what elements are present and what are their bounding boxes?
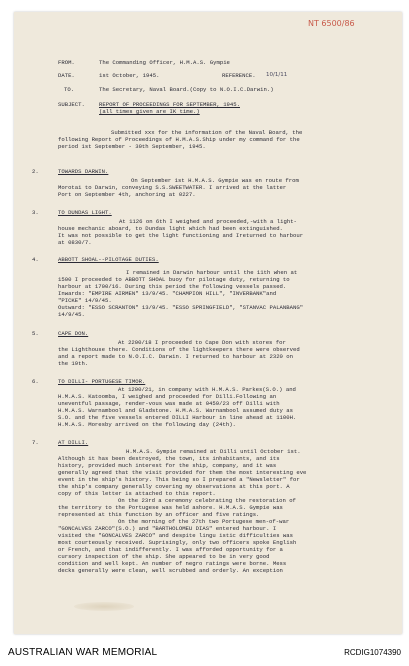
- section-title: TOWARDS DARWIN.: [58, 168, 109, 175]
- to-value: The Secretary, Naval Board.(Copy to N.O.I.C.Darwin.): [99, 86, 274, 93]
- from-value: The Commanding Officer, H.M.A.S. Gympie: [99, 59, 230, 66]
- section-line: "PICKE" 14/9/45.: [58, 297, 112, 304]
- section-line: represented at this function by an officer and five ratings.: [58, 511, 260, 518]
- section-line: or French, and that indifferently. I was afforded opportunity for a: [58, 546, 283, 553]
- section-line: It was not possible to get the light functioning and Ireturned to harbour: [58, 232, 304, 239]
- section-line: S.O. and the five vessels entered DILLI Harbour in line ahead at 1100H.: [58, 414, 297, 421]
- reference-value: 10/1/11: [266, 72, 288, 78]
- section-title: TO DUNDAS LIGHT.: [58, 209, 112, 216]
- archive-name: AUSTRALIAN WAR MEMORIAL: [8, 647, 158, 658]
- section-line: Although it has been destroyed, the town, its inhabitants, and its: [58, 455, 280, 462]
- section-line: On September 1st H.M.A.S. Gympie was en route from: [131, 177, 299, 184]
- section-line: Morotai to Darwin, conveying S.S.SWEETWATER. I arrived at the latter: [58, 184, 287, 191]
- section-line: On the 23rd a ceremony celebrating the restoration of: [118, 497, 296, 504]
- section-number: 4.: [32, 256, 39, 263]
- subject-label: SUBJECT.: [58, 101, 85, 108]
- section-number: 5.: [32, 330, 39, 337]
- section-line: Port on September 4th, anchoring at 0227.: [58, 191, 196, 198]
- date-value: 1st October, 1945.: [99, 72, 160, 79]
- section-number: 2.: [32, 168, 39, 175]
- section-line: "GONCALVES ZARCO"(S.O.) and "BARTHOLOMEU DIAS" entered harbour. I: [58, 525, 277, 532]
- section-line: H.M.A.S. Warnambool and Gladstone. H.M.A.S. Warnambool assumed duty as: [58, 407, 293, 414]
- reference-label: REFERENCE.: [222, 72, 256, 79]
- section-line: H.M.A.S. Moresby arrived on the following day (24th).: [58, 421, 236, 428]
- section-line: At 1126 on 6th I weighed and proceeded,-with a light-: [119, 218, 297, 225]
- to-label: TO.: [64, 86, 75, 93]
- section-line: H.M.A.S. Katoomba, I weighed and proceeded for Dilli.Following an: [58, 393, 277, 400]
- section-line: condition and well kept. An number of negro ratings were borne. Mess: [58, 560, 287, 567]
- archive-footer: [0, 640, 409, 666]
- section-line: cursory inspection of the ship. She appeared to be in very good: [58, 553, 270, 560]
- section-title: TO DILLI- PORTUGESE TIMOR.: [58, 378, 146, 385]
- section-title: ABBOTT SHOAL--PILOTAGE DUTIES.: [58, 256, 159, 263]
- section-line: the ship's company generally covering my observations at this port. A: [58, 483, 290, 490]
- section-line: I remained in Darwin harbour until the 11th when at: [126, 269, 298, 276]
- section-line: generally agreed that the visit provided for them the most interesting eve: [58, 469, 307, 476]
- from-label: FROM.: [58, 59, 75, 66]
- document-page: [14, 12, 402, 634]
- section-line: history, provided much interest for the ship, company, and it was: [58, 462, 277, 469]
- section-line: most courteously received. Suprisingly, only two officers spoke English: [58, 539, 297, 546]
- section-number: 7.: [32, 439, 39, 446]
- section-line: Outward: "ESSO SCRANTON" 13/9/45. "ESSO SPRINGFIELD", "STANVAC PALANBANG": [58, 304, 304, 311]
- section-line: On the morning of the 27th two Portugese men-of-war: [118, 518, 290, 525]
- section-number: 6.: [32, 378, 39, 385]
- subject-line-2: (all times given are IK time.): [99, 108, 200, 115]
- intro-line: following Report of Proceedings of H.M.A.S.Ship under my command for the: [58, 136, 300, 143]
- subject-line-1: REPORT OF PROCEEDINGS FOR SEPTEMBER, 1945.: [99, 101, 240, 108]
- section-line: house mechanic aboard, to Dundas light which had been extinguished.: [58, 225, 283, 232]
- section-line: uneventful passage, render-vous was made at 0459/23 off Dilli with: [58, 400, 280, 407]
- section-line: 1500 I proceeded to ABBOTT SHOAL buoy for pilotage duty, returning to: [58, 276, 290, 283]
- section-line: and a report made to N.O.I.C. Darwin. I returned to harbour at 2320 on: [58, 353, 293, 360]
- record-id: RCDIG1074390: [344, 648, 401, 657]
- section-line: copy of this letter is attached to this report.: [58, 490, 216, 497]
- intro-line: period 1st September - 30th September, 1945.: [58, 143, 206, 150]
- reference-stamp: NT 6500/86: [308, 19, 355, 28]
- section-line: event in the ship's history. This being so I prepared a "Newsletter" for: [58, 476, 300, 483]
- paper-stain: [74, 602, 134, 611]
- section-line: at 0830/7.: [58, 239, 92, 246]
- section-line: At 1200/21, in company with H.M.A.S. Parkes(S.O.) and: [118, 386, 296, 393]
- intro-line: Submitted xxx for the information of the Naval Board, the: [111, 129, 303, 136]
- date-label: DATE.: [58, 72, 75, 79]
- section-line: Inwards: "EMPIRE AIRMEN" 13/9/45. "CHAMPION HILL", "INVERBANK"and: [58, 290, 277, 297]
- section-line: At 2200/18 I proceeded to Cape Don with stores for: [118, 339, 286, 346]
- section-title: CAPE DON.: [58, 330, 89, 337]
- section-line: harbour at 1700/16. During this period the following vessels passed.: [58, 283, 287, 290]
- section-line: the territory to the Portugese was held ashore. H.M.A.S. Gympie was: [58, 504, 283, 511]
- section-line: H.M.A.S. Gympie remained at Dilli until October 1st.: [126, 448, 301, 455]
- section-number: 3.: [32, 209, 39, 216]
- section-title: AT DILLI.: [58, 439, 89, 446]
- section-line: visited the "GONCALVES ZARCO" and despite lingu istic difficulties was: [58, 532, 293, 539]
- section-line: 14/9/45.: [58, 311, 85, 318]
- section-line: decks generally were clean, well scrubbed and orderly. An exception: [58, 567, 283, 574]
- section-line: the Lighthouse there. Conditions of the lightkeepers there were observed: [58, 346, 300, 353]
- section-line: the 19th.: [58, 360, 89, 367]
